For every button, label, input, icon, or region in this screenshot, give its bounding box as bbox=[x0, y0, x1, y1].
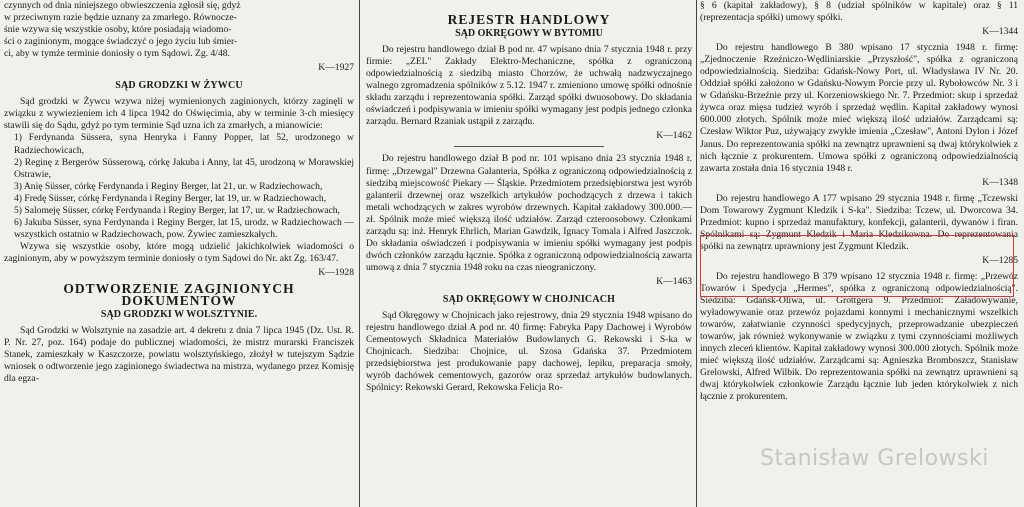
signature-code: K—1344 bbox=[982, 26, 1018, 38]
register-entry: Do rejestru handlowego dział B pod nr. 101 wpisano dnia 23 stycznia 1948 r. firmę: „Drzewgal" Drzewna Galanteria, Spółka z ograniczoną odpowiedzialnością z siedzibą miejscowość Piekary — Śląskie. Przedmiotem przedsiębiorstwa jest wyrób galanterii drzewnej oraz wszelkich artykułów pochodzących z drzewa i takich metali wchodzących w zakres wyrobów drzewnych. Kapitał zakładowy 300.000.— zł. Spólnik może mieć większą ilość udziałów. Zarząd czteroosobowy. Członkami zarządu są: inż. Henryk Ehrlich, Marian Gawdzik, Ignacy Tomala i Alfred Jaszczok. Do składania oświadczeń i podpisywania w imieniu spółki wymagany jest podpis dwóch członków zarządu łącznie. Spółka z ograniczoną odpowiedzialnością zawarta umową z dnia 7 stycznia 1948 roku na czas nieograniczony. bbox=[366, 153, 692, 273]
register-entry: Do rejestru handlowego B 380 wpisano 17 stycznia 1948 r. firmę: „Zjednoczenie Rzeźniczo-Wędliniarskie „Przyszłość", spółka z ograniczoną odpowiedzialnością. Siedziba: Gdańsk-Nowy Port, ul. Władysława IV Nr. 20. Oddział spółki założono w Gdańsku-Nowym Porcie przy ul. Rybołowców Nr. 3 i w Gdańsku-Brzeźnie przy ul. Korzeniowskiego Nr. 7. Przedmiot: skup i sprzedaż żywca oraz mięsa tudzież wyrób i sprzedaż wędlin. Kapitał zakładowy wynosi 600.000 złotych. Spólnik może mieć większą ilość udziałów. Zarządcami są: Czesław Wiktor Puz, używający zwykle imienia „Czesław", Antoni Dylon i Józef Janus. Do reprezentowania spółki na zewnątrz uprawnieni są dwaj którykolwiek z nich łącznie z prokurentem. Umowa spółki z ograniczoną odpowiedzialnością zawarta została dnia 16 stycznia 1948 r. bbox=[700, 42, 1018, 174]
list-item: 4) Fredę Süsser, córkę Ferdynanda i Reginy Berger, lat 19, ur. w Radziechowach, bbox=[14, 192, 327, 204]
notice-paragraph: Wzywa się wszystkie osoby, które mogą udzielić jakichkolwiek wiadomości o zaginionym, aby w powyższym terminie doniosły o tym Sądowi do Nr. akt Zg. 163/47. bbox=[4, 240, 354, 264]
notice-paragraph: Sąd grodzki w Żywcu wzywa niżej wymienionych zaginionych, którzy zaginęli w związku z wywiezieniem ich 4 lipca 1942 do Oświęcimia, aby w terminie 3-ch miesięcy stawili się do Sądu, gdyż po tym terminie Sąd uzna ich za zmarłych, a mianowicie: bbox=[4, 96, 354, 132]
register-title: REJESTR HANDLOWY bbox=[447, 12, 611, 27]
intro-line: czynnych od dnia niniejszego obwieszczenia zgłosił się, gdyż bbox=[4, 0, 241, 11]
separator-line bbox=[454, 146, 604, 147]
list-item: 2) Reginę z Bergerów Süsserową, córkę Jakuba i Anny, lat 45, urodzoną w Morawskiej Ostrawie, bbox=[14, 156, 354, 180]
intro-paragraph bbox=[4, 0, 354, 60]
register-entry: Sąd Okręgowy w Chojnicach jako rejestrowy, dnia 29 stycznia 1948 wpisano do rejestru handlowego dział A pod nr. 40 firmę: Fabryka Papy Dachowej i Wyrobów Cementowych Składnica Materiałów Budowlanych G. Rekowski i S-ka w Chojnicach. Siedziba: Chojnice, ul. Szosa Gdańska 37. Przedmiotem przedsiębiorstwa jest produkowanie papy dachowej, lepiku, preparacja smoły, wyrób dachówek cementowych, gazorów oraz sprzedaż artykułów budowlanych. Spólnicy: Rekowski Gerard, Rekowska Felicja Ro- bbox=[366, 310, 692, 394]
signature-code: K—1927 bbox=[318, 62, 354, 74]
register-entry-tail: § 6 (kapitał zakładowy), § 8 (udział spólników w kapitale) oraz § 11 (reprezentacja spółki) umowy spółki. bbox=[700, 0, 1018, 24]
column-divider bbox=[696, 0, 697, 507]
intro-line: ci, aby w tymże terminie doniosły o tym Sądowi. Zg. 4/48. bbox=[4, 48, 230, 60]
section-heading-large: ODTWORZENIE ZAGINIONYCH DOKUMENTÓW bbox=[63, 281, 295, 309]
column-divider bbox=[359, 0, 360, 507]
list-item: 3) Anię Süsser, córkę Ferdynanda i Reginy Berger, lat 21, ur. w Radziechowach, bbox=[14, 180, 323, 192]
signature-code: K—1928 bbox=[318, 266, 354, 278]
column-left bbox=[4, 0, 354, 507]
signature-code: K—1348 bbox=[982, 176, 1018, 188]
intro-line: w przeciwnym razie będzie uznany za zmarłego. Równocze- bbox=[4, 12, 237, 24]
section-subheading: SĄD GRODZKI W WOLSZTYNIE. bbox=[100, 309, 258, 321]
list-item: 5) Salomeję Süsser, córkę Ferdynanda i Reginy Berger, lat 17, ur. w Radziechowach, bbox=[14, 204, 340, 216]
missing-persons-list bbox=[4, 132, 354, 240]
register-entry-highlighted: Do rejestru handlowego A 177 wpisano 29 stycznia 1948 r. firmę „Tczewski Dom Towarowy Zygmunt Kledzik i S-ka". Siedziba: Tczew, ul. Dworcowa 34. Przedmiot: kupno i sprzedaż manufaktury, konfekcji, galanterii, dywanów i firan. Spólnikami są: Zygmunt Kledzik i Maria Kledzikowna. Do reprezentowania spółki na zewnątrz uprawniony jest Zygmunt Kledzik. bbox=[700, 192, 1018, 252]
notice-paragraph: Sąd Grodzki w Wolsztynie na zasadzie art. 4 dekretu z dnia 7 lipca 1945 (Dz. Ust. R. P. Nr. 27, poz. 164) podaje do publicznej wiadomości, że mistrz murarski Franciszek Stanek, zamieszkały w Kaszczorze, powiatu wolsztyńskiego, złożył w tutejszym Sądzie wniosek o odtworzenie jego zaginionego świadectwa na mistrza, wydanego przez Komisję dla egza- bbox=[4, 325, 354, 385]
watermark-text: Stanisław Grelowski bbox=[760, 446, 989, 471]
list-item: 6) Jakuba Süsser, syna Ferdynanda i Reginy Berger, lat 15, urodz. w Radziechowach — wszystkich ostatnio w Radziechowach, pow. Żywiec zamieszkałych. bbox=[14, 216, 354, 240]
list-item: 1) Ferdynanda Süssera, syna Henryka i Fanny Popper, lat 52, urodzonego w Radziechowicach, bbox=[14, 132, 354, 156]
column-middle bbox=[366, 0, 692, 507]
register-entry: Do rejestru handlowego B 379 wpisano 12 stycznia 1948 r. firmę: „Przewóz Towarów i Spedycja „Hermes", spółka z ograniczoną odpowiedzialnością". Siedziba: Gdańsk-Oliwa, ul. Grottgera 9. Przedmiot: Załadowywanie, wyładowywanie oraz przewóz pojazdami konnymi i mechanicznymi wszelkich towarów, załatwianie czynności spedycyjnych, przeprowadzanie ubezpieczeń towarów, jak również wykonywanie w związku z tymi czynnościami możliwych innych zleceń klientów. Kapitał zakładowy wynosi 300.000 złotych. Spólnik może mieć większą ilość udziałów. Zarządcami są: Agnieszka Bromboszcz, Stanisław Grelowski, Alfred Wilbik. Do reprezentowania spółki na zewnątrz uprawnieni są dwaj którykolwiek członkowie Zarządu łącznie lub jeden którykolwiek z nich łącznie z prokurentem. bbox=[700, 270, 1018, 403]
section-subheading: SĄD OKRĘGOWY W BYTOMIU bbox=[455, 28, 603, 40]
section-heading: SĄD OKRĘGOWY W CHOJNICACH bbox=[442, 293, 616, 305]
section-heading: SĄD GRODZKI W ŻYWCU bbox=[115, 80, 243, 92]
register-entry: Do rejestru handlowego dział B pod nr. 47 wpisano dnia 7 stycznia 1948 r. przy firmie: „ZEL" Zakłady Elektro-Mechaniczne, spółka z ograniczoną odpowiedzialnością z siedzibą miasto Chorzów, że uchwałą nadzwyczajnego walnego zgromadzenia spólników z 5.12. 1947 r. zmieniono umowę spółki odnośnie składu zarządu i reprezentowania spółki. Zarząd spółki dwuosobowy. Do składania oświadczeń i podpisywania w imieniu spółki wymagany jest podpis jednego członka zarządu. Bernard Rzaniak ustąpił z zarządu. bbox=[366, 44, 692, 128]
signature-code: K—1463 bbox=[656, 275, 692, 287]
intro-line: śnie wzywa się wszystkie osoby, które posiadają wiadomo- bbox=[4, 24, 232, 36]
intro-line: ści o zaginionym, mogące świadczyć o jego życiu lub śmier- bbox=[4, 36, 238, 48]
column-right bbox=[700, 0, 1018, 507]
signature-code: K—1285 bbox=[982, 254, 1018, 266]
signature-code: K—1462 bbox=[656, 130, 692, 142]
